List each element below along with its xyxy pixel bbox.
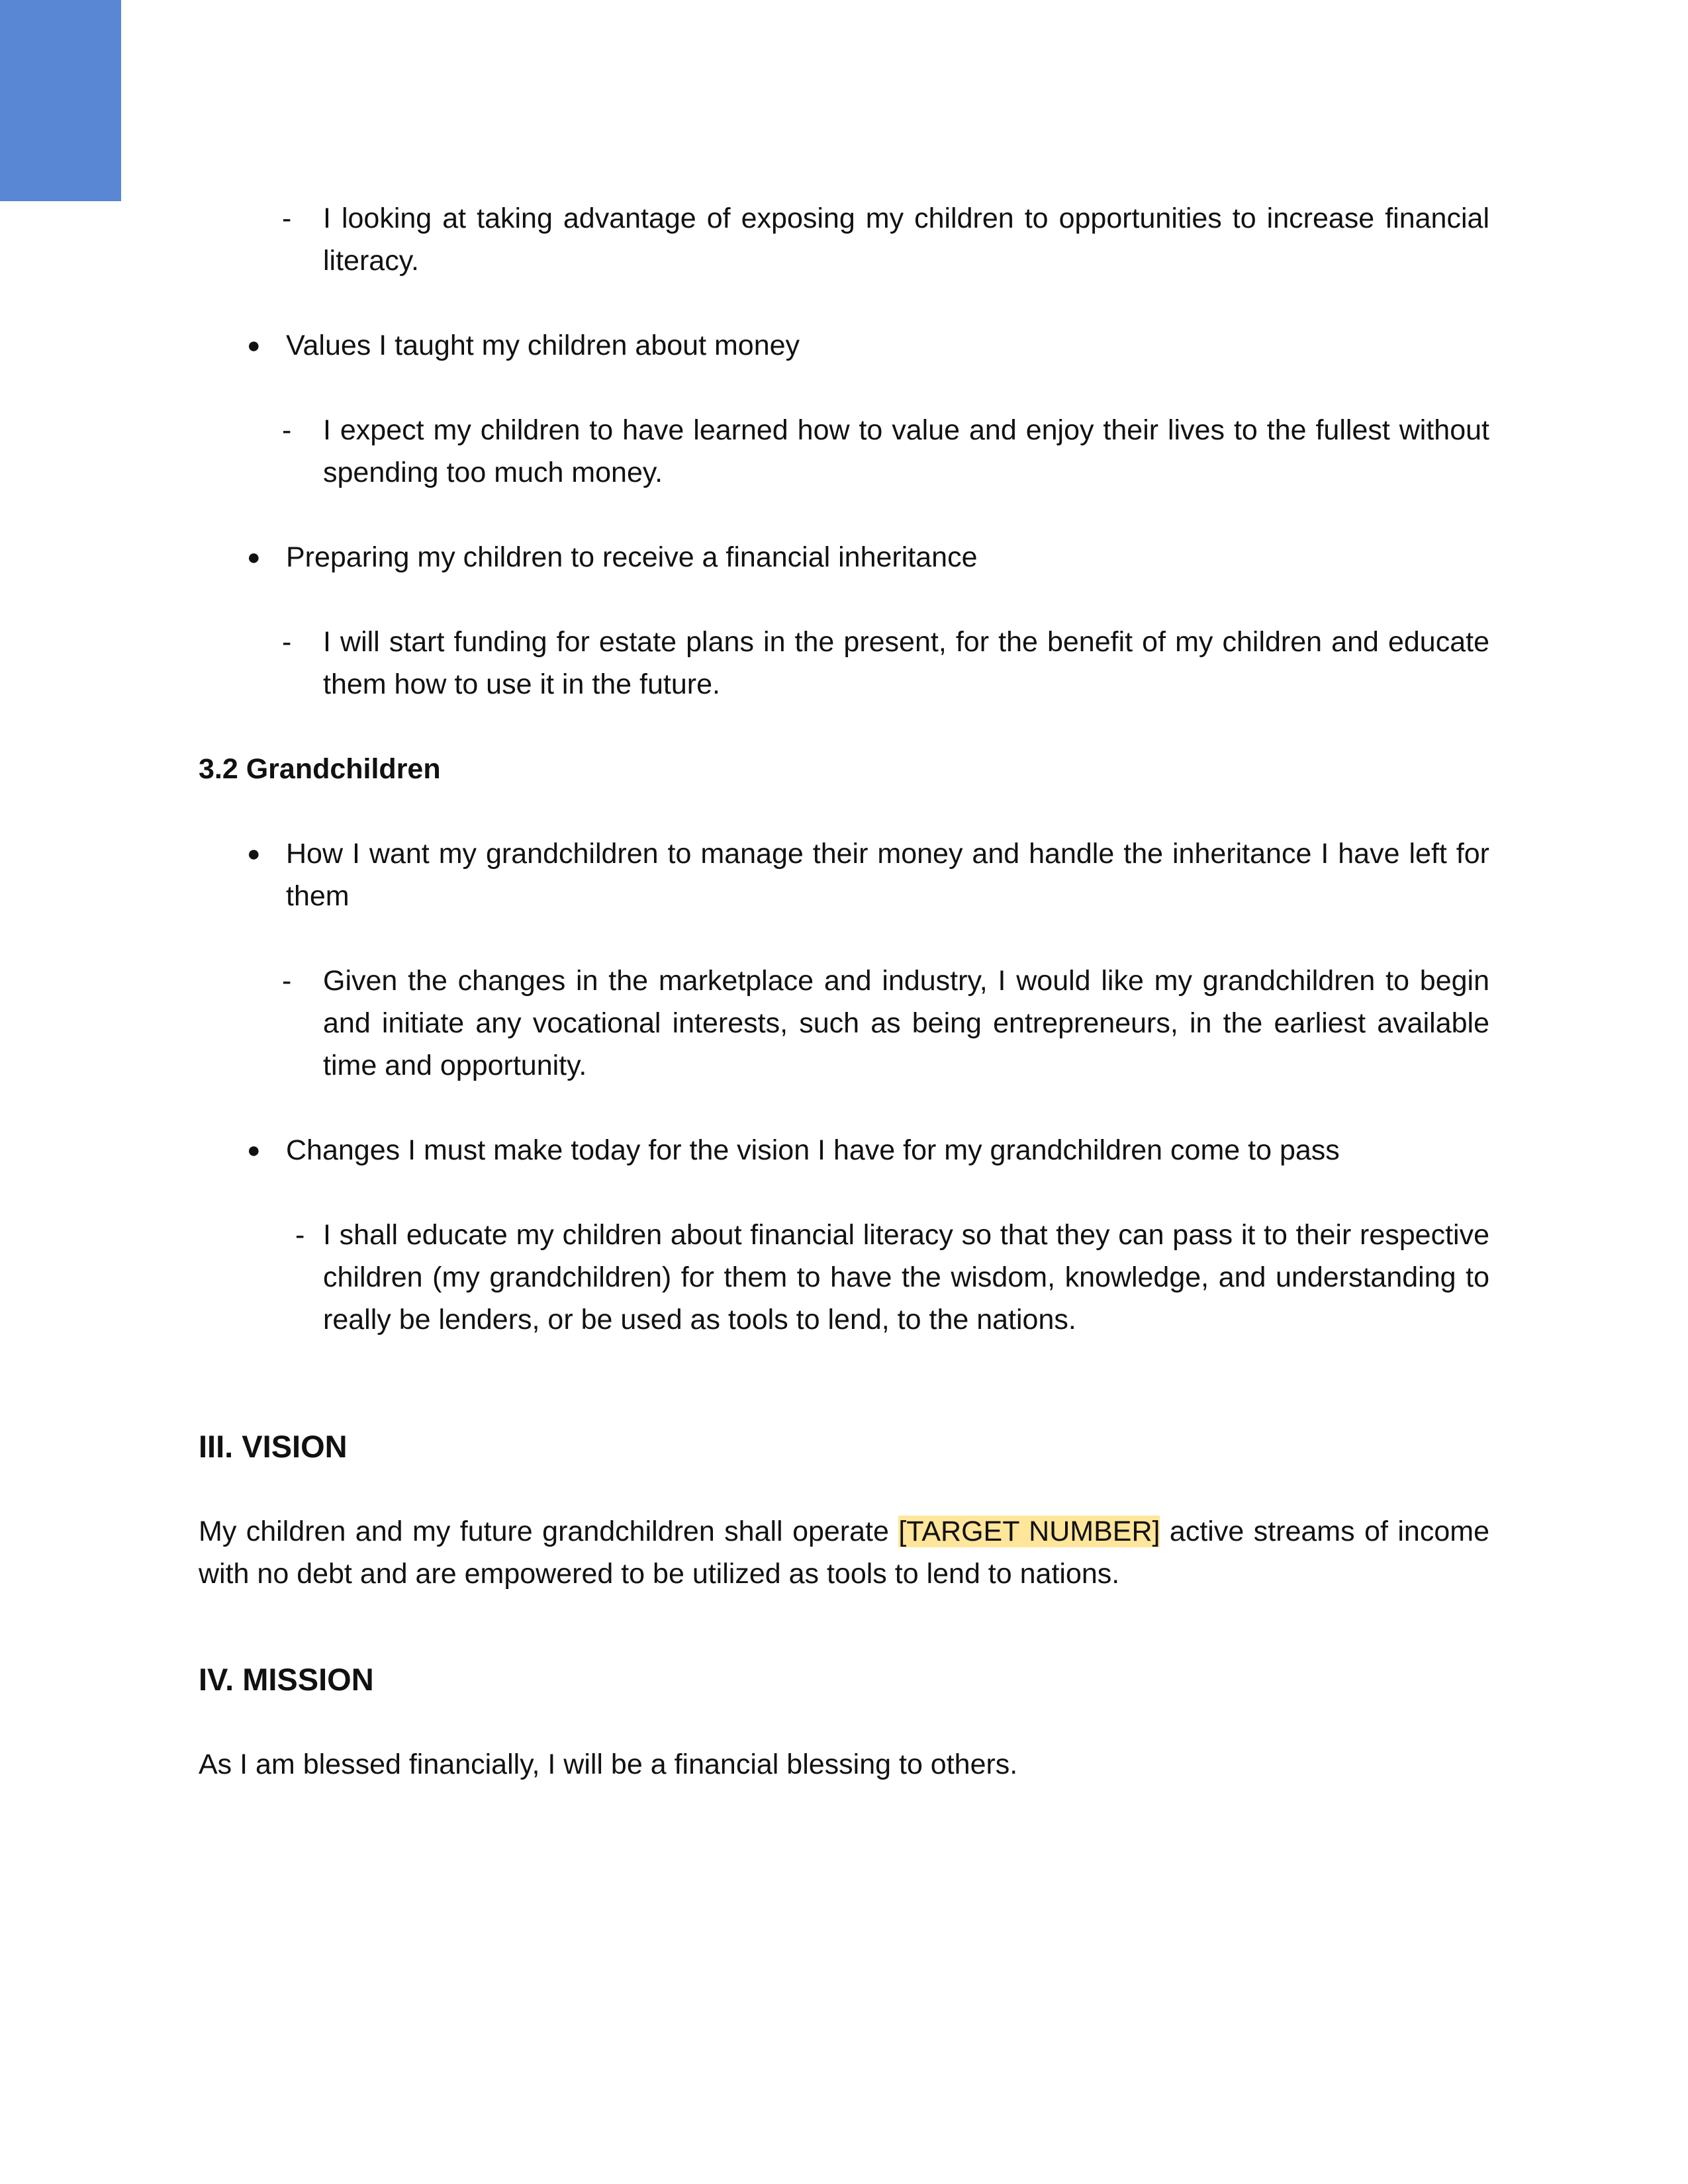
dash-marker: - — [282, 203, 292, 234]
list-item-text: Preparing my children to receive a financial inheritance — [286, 541, 978, 573]
list-item-text: I shall educate my children about financial literacy so that they can pass it to their respective children (my grandchildren) for them to have the wisdom, knowledge, and understanding to really be lenders, or be used as tools to lend, to the nations. — [323, 1219, 1489, 1336]
bullet-marker: ● — [247, 545, 261, 570]
list-item — [199, 833, 1489, 917]
list-item — [199, 409, 1489, 494]
list-item — [199, 1129, 1489, 1171]
list-item — [199, 324, 1489, 367]
list-item — [199, 1214, 1489, 1341]
section-heading-mission: IV. MISSION — [199, 1662, 374, 1697]
document-page — [199, 197, 1489, 1786]
list-item — [199, 197, 1489, 282]
corner-tab — [0, 0, 121, 201]
list-item-text: I looking at taking advantage of exposing my children to opportunities to increase financial literacy. — [323, 203, 1489, 277]
list-item-text: Given the changes in the marketplace and industry, I would like my grandchildren to begin and initiate any vocational interests, such as being entrepreneurs, in the earliest available time and opportunity. — [323, 965, 1489, 1081]
dash-marker: - — [282, 626, 292, 658]
mission-paragraph: As I am blessed financially, I will be a financial blessing to others. — [199, 1749, 1018, 1780]
bullet-marker: ● — [247, 841, 261, 866]
list-item — [199, 621, 1489, 705]
list-item-text: I will start funding for estate plans in the present, for the benefit of my children and educate them how to use it in the future. — [323, 626, 1489, 700]
vision-paragraph — [199, 1510, 1489, 1595]
dash-marker: - — [295, 1219, 305, 1251]
section-heading-grandchildren: 3.2 Grandchildren — [199, 753, 441, 785]
section-heading-vision: III. VISION — [199, 1429, 348, 1464]
list-item — [199, 536, 1489, 578]
vision-text-after: active streams of income with no debt and are empowered to be utilized as tools to lend to nations. — [199, 1516, 1489, 1590]
list-item — [199, 960, 1489, 1087]
list-item-text: How I want my grandchildren to manage their money and handle the inheritance I have left for them — [286, 838, 1489, 912]
bullet-marker: ● — [247, 1138, 261, 1163]
list-item-text: Values I taught my children about money — [286, 330, 800, 361]
bullet-marker: ● — [247, 333, 261, 358]
dash-marker: - — [282, 414, 292, 446]
list-item-text: I expect my children to have learned how to value and enjoy their lives to the fullest without spending too much money. — [323, 414, 1489, 488]
target-number-placeholder: [TARGET NUMBER] — [898, 1516, 1160, 1547]
list-item-text: Changes I must make today for the vision I have for my grandchildren come to pass — [286, 1134, 1340, 1166]
dash-marker: - — [282, 965, 292, 997]
vision-text-before: My children and my future grandchildren shall operate — [199, 1516, 889, 1547]
